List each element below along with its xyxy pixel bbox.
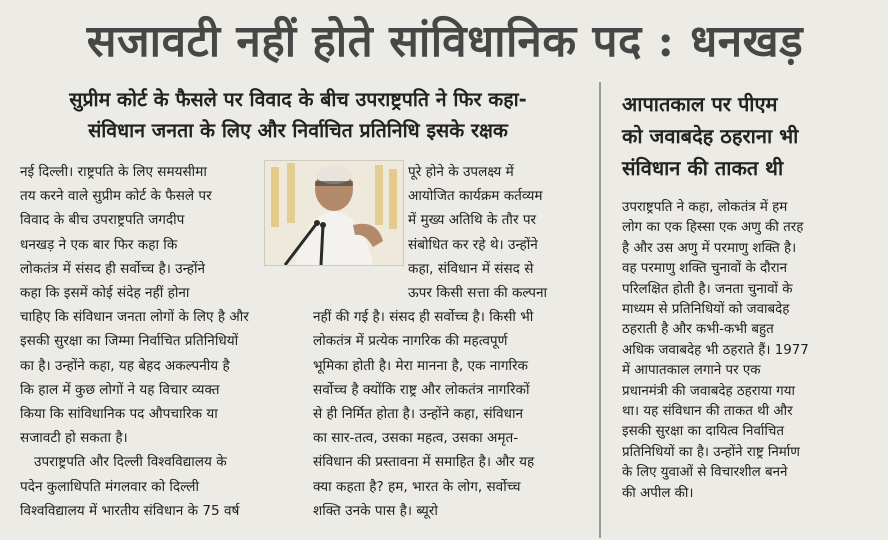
body-line: धनखड़ ने एक बार फिर कहा कि (20, 236, 178, 253)
body-line: का सार-तत्व, उसका महत्व, उसका अमृत- (313, 430, 519, 447)
side-story-body (622, 198, 870, 504)
main-headline: सजावटी नहीं होते सांविधानिक पद : धनखड़ (86, 16, 804, 67)
side-body-line: इसकी सुरक्षा का दायित्व निर्वाचित (622, 424, 784, 440)
side-story-headline (622, 88, 867, 184)
body-line: में मुख्य अतिथि के तौर पर (408, 212, 537, 229)
article-column-2-top (408, 160, 584, 281)
body-line: सर्वोच्च है क्योंकि राष्ट्र और लोकतंत्र नागरिकों (313, 381, 530, 398)
body-line: नई दिल्ली। राष्ट्रपति के लिए समयसीमा (20, 164, 207, 180)
body-line: का है। उन्होंने कहा, यह बेहद अकल्पनीय है (20, 357, 230, 374)
body-line: संविधान की प्रस्तावना में समाहित है। और यह (313, 454, 535, 471)
side-body-line: में आपातकाल लगाने पर एक (622, 363, 761, 379)
body-line: क्या कहता है? हम, भारत के लोग, सर्वोच्च (313, 478, 521, 495)
body-line: पूरे होने के उपलक्ष्य में (408, 164, 514, 180)
body-line: तय करने वाले सुप्रीम कोर्ट के फैसले पर (20, 188, 212, 205)
speaker-photo (264, 160, 404, 266)
body-line: विवाद के बीच उपराष्ट्रपति जगदीप (20, 212, 185, 229)
body-line: इसकी सुरक्षा का जिम्मा निर्वाचित प्रतिनिधियों (20, 333, 239, 350)
body-line: उपराष्ट्रपति और दिल्ली विश्वविद्यालय के (34, 454, 227, 471)
body-line: संबोधित कर रहे थे। उन्होंने (408, 236, 538, 253)
body-line: कि हाल में कुछ लोगों ने यह विचार व्यक्त (20, 381, 220, 398)
side-body-line: के लिए युवाओं से विचारशील बनने (622, 465, 788, 481)
body-line: लोकतंत्र में संसद ही सर्वोच्च है। उन्होंने (20, 260, 206, 277)
side-body-line: वह परमाणु शक्ति चुनावों के दौरान (622, 261, 788, 277)
subheadline-line-1: सुप्रीम कोर्ट के फैसले पर विवाद के बीच उपराष्ट्रपति ने फिर कहा- (69, 88, 527, 111)
side-body-line: है और उस अणु में परमाणु शक्ति है। (622, 240, 797, 256)
subheadline-line-2: संविधान जनता के लिए और निर्वाचित प्रतिनिधि इसके रक्षक (88, 119, 508, 142)
speaker-at-podium-icon (265, 161, 403, 265)
side-body-line: उपराष्ट्रपति ने कहा, लोकतंत्र में हम (622, 200, 788, 215)
side-body-line: परिलक्षित होती है। जनता चुनावों के (622, 281, 793, 297)
body-line: विश्वविद्यालय में भारतीय संविधान के 75 वर्ष (20, 502, 240, 519)
subheadline (8, 84, 588, 146)
body-line: से ही निर्मित होता है। उन्होंने कहा, संविधान (313, 406, 524, 423)
side-headline-line: को जवाबदेह ठहराना भी (622, 124, 799, 148)
side-headline-line: आपातकाल पर पीएम (622, 92, 778, 116)
body-line: नहीं की गई है। संसद ही सर्वोच्च है। किसी भी (313, 309, 534, 326)
side-body-line: प्रधानमंत्री की जवाबदेह ठहराया गया (622, 383, 795, 399)
body-line: कहा कि इसमें कोई संदेह नहीं होना (20, 285, 190, 301)
side-headline-line: संविधान की ताकत थी (622, 156, 784, 180)
body-line: कहा, संविधान में संसद से (408, 260, 534, 277)
side-body-line: माध्यम से प्रतिनिधियों को जवाबदेह (622, 302, 790, 318)
side-body-line: की अपील की। (622, 485, 694, 501)
body-line: चाहिए कि संविधान जनता लोगों के लिए है और (20, 309, 249, 326)
body-line: किया कि सांविधानिक पद औपचारिक या (20, 406, 218, 423)
body-line: आयोजित कार्यक्रम कर्तव्यम (408, 188, 543, 205)
side-body-line: ठहराती है और कभी-कभी बहुत (622, 322, 774, 338)
body-line: पदेन कुलाधिपति मंगलवार को दिल्ली (20, 478, 200, 495)
side-body-line: लोग का एक हिस्सा एक अणु की तरह (622, 220, 804, 236)
article-column-1-top (20, 160, 258, 281)
body-line: लोकतंत्र में प्रत्येक नागरिक की महत्वपूर्ण (313, 333, 508, 350)
body-line: भूमिका होती है। मेरा मानना है, एक नागरिक (313, 357, 528, 374)
body-line: शक्ति उनके पास है। ब्यूरो (313, 502, 438, 519)
column-divider (599, 82, 601, 538)
article-column-2-rest (313, 281, 584, 523)
side-body-line: प्रतिनिधियों का है। उन्होंने राष्ट्र निर्माण (622, 444, 800, 460)
body-line: सजावटी हो सकता है। (20, 430, 128, 447)
side-body-line: अधिक जवाबदेह भी ठहराते हैं। 1977 (622, 342, 809, 358)
side-body-line: था। यह संविधान की ताकत थी और (622, 404, 793, 420)
body-line: ऊपर किसी सत्ता की कल्पना (408, 285, 548, 301)
article-column-1-rest (20, 281, 302, 523)
